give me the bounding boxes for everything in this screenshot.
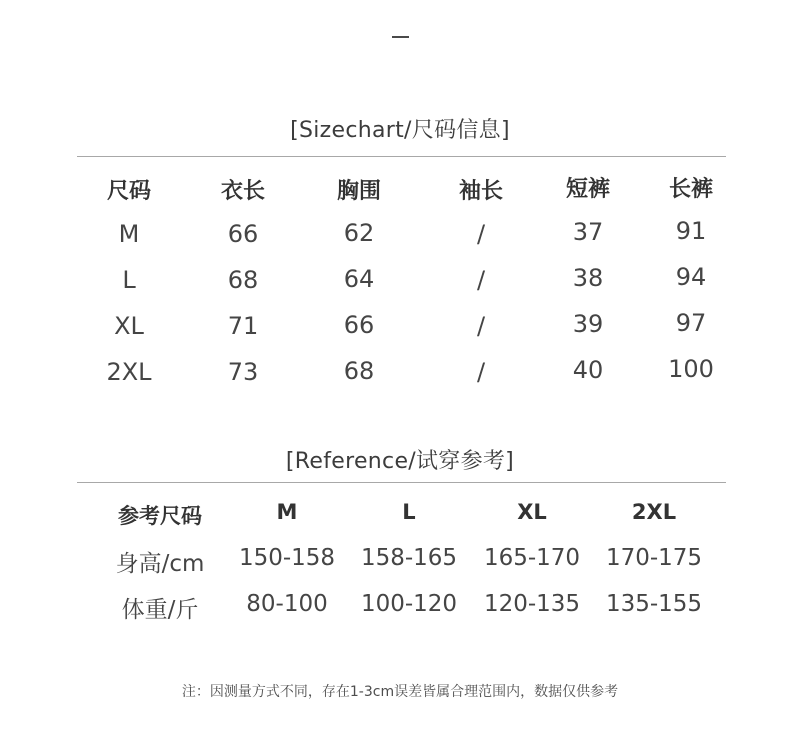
reference-title: [Reference/试穿参考] — [285, 449, 515, 474]
size-chart-cell: 38 — [572, 264, 604, 292]
size-chart-cell: 66 — [343, 311, 375, 339]
size-chart-cell: 94 — [675, 263, 707, 291]
reference-row-label-height: 身高/cm — [115, 551, 205, 577]
size-chart-cell: 40 — [572, 356, 604, 384]
size-chart-cell: 73 — [227, 358, 259, 386]
reference-cell: 158-165 — [360, 545, 458, 571]
size-chart-cell: 66 — [227, 220, 259, 248]
size-chart-cell: 39 — [572, 310, 604, 338]
size-chart-header-trousers: 长裤 — [668, 177, 713, 202]
size-chart-cell: 91 — [675, 217, 707, 245]
size-chart-header-size: 尺码 — [106, 179, 151, 204]
size-chart-cell: 100 — [668, 355, 714, 383]
size-chart-header-shorts: 短裤 — [565, 177, 610, 202]
reference-cell: 165-170 — [483, 545, 581, 571]
size-chart-cell: / — [476, 358, 486, 386]
size-chart-cell: XL — [114, 312, 144, 340]
top-dash-decoration — [392, 36, 409, 38]
size-chart-cell: 2XL — [106, 358, 152, 386]
reference-cell: 170-175 — [605, 545, 703, 571]
size-chart-cell: L — [122, 266, 136, 294]
size-chart-cell: / — [476, 312, 486, 340]
reference-row-label-weight: 体重/斤 — [121, 597, 199, 623]
size-chart-header-length: 衣长 — [220, 179, 265, 204]
size-chart-title: [Sizechart/尺码信息] — [290, 118, 510, 143]
reference-cell: 80-100 — [246, 591, 328, 617]
reference-cell: 150-158 — [238, 545, 336, 571]
size-chart-cell: M — [118, 220, 140, 248]
size-chart-cell: 68 — [227, 266, 259, 294]
reference-header-m: M — [276, 500, 298, 524]
reference-header-l: L — [402, 500, 416, 524]
size-chart-cell: 64 — [343, 265, 375, 293]
size-chart-cell: / — [476, 266, 486, 294]
reference-cell: 120-135 — [483, 591, 581, 617]
size-chart-cell: / — [476, 220, 486, 248]
size-chart-cell: 97 — [675, 309, 707, 337]
size-chart-header-sleeve: 袖长 — [458, 179, 503, 204]
reference-cell: 100-120 — [360, 591, 458, 617]
size-chart-cell: 71 — [227, 312, 259, 340]
reference-header-xl: XL — [517, 500, 547, 524]
size-chart-header-chest: 胸围 — [336, 179, 381, 204]
size-chart-divider — [77, 156, 726, 157]
size-chart-cell: 62 — [343, 219, 375, 247]
size-chart-cell: 37 — [572, 218, 604, 246]
reference-divider — [77, 482, 726, 483]
size-chart-cell: 68 — [343, 357, 375, 385]
footnote: 注：因测量方式不同，存在1-3cm误差皆属合理范围内，数据仅供参考 — [181, 684, 619, 700]
reference-header-2xl: 2XL — [631, 500, 677, 524]
reference-header-label: 参考尺码 — [118, 504, 202, 528]
reference-cell: 135-155 — [605, 591, 703, 617]
